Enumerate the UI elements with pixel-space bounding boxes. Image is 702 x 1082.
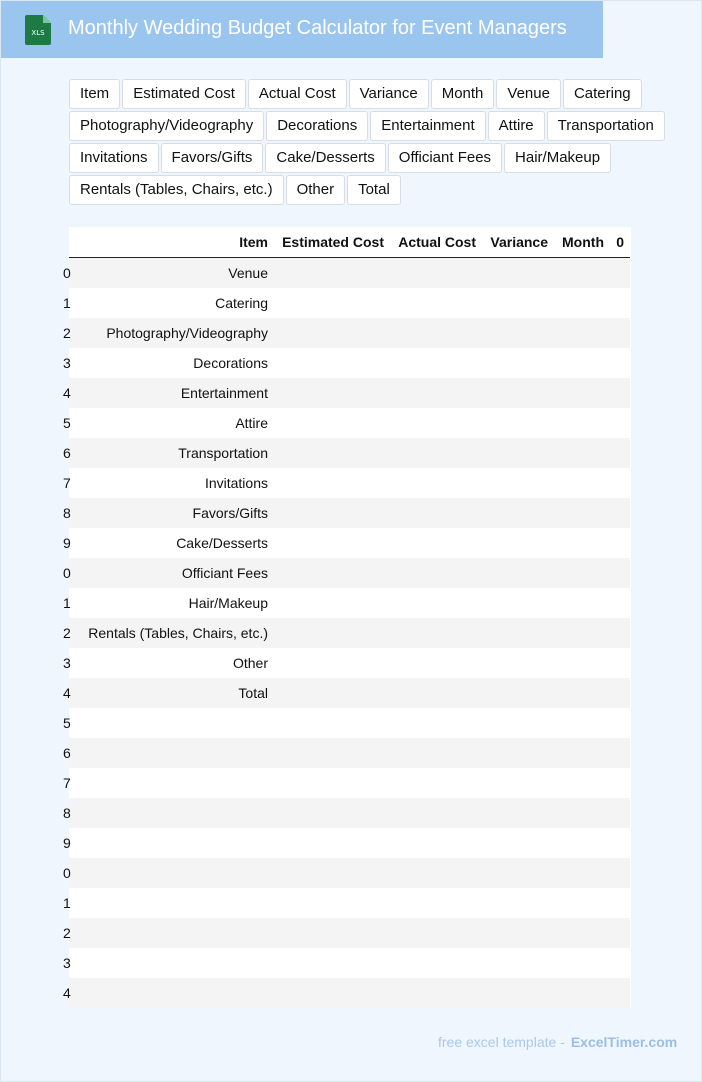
row-index-label: 7 <box>63 475 71 491</box>
column-chip[interactable]: Cake/Desserts <box>265 143 385 173</box>
zero-cell[interactable] <box>610 948 630 978</box>
item-cell[interactable] <box>77 768 274 798</box>
actual-cost-cell[interactable] <box>390 408 482 438</box>
item-cell[interactable] <box>77 708 274 738</box>
table-row <box>69 858 630 888</box>
xls-file-icon <box>25 15 51 45</box>
variance-cell[interactable] <box>482 618 554 648</box>
row-index-label: 6 <box>63 445 71 461</box>
row-index-label: 8 <box>63 805 71 821</box>
estimated-cost-cell[interactable] <box>274 768 390 798</box>
variance-cell[interactable] <box>482 948 554 978</box>
table-row <box>69 768 630 798</box>
row-index-cell[interactable] <box>63 828 77 858</box>
row-index-label: 1 <box>63 895 71 911</box>
table-row <box>69 348 630 378</box>
estimated-cost-cell[interactable] <box>274 738 390 768</box>
zero-cell[interactable] <box>610 648 630 678</box>
actual-cost-cell[interactable] <box>390 318 482 348</box>
estimated-cost-cell[interactable] <box>274 708 390 738</box>
actual-cost-cell[interactable] <box>390 258 482 289</box>
column-chip[interactable]: Photography/Videography <box>69 111 264 141</box>
row-index-label: 0 <box>63 865 71 881</box>
actual-cost-cell[interactable] <box>390 588 482 618</box>
column-chip[interactable]: Catering <box>563 79 642 109</box>
zero-cell[interactable] <box>610 318 630 348</box>
estimated-cost-cell[interactable] <box>274 378 390 408</box>
zero-cell[interactable] <box>610 858 630 888</box>
row-index-label: 9 <box>63 835 71 851</box>
month-cell[interactable] <box>554 828 610 858</box>
estimated-cost-cell[interactable] <box>274 978 390 1008</box>
column-header-zero: 0 <box>610 227 630 258</box>
estimated-cost-cell[interactable] <box>274 528 390 558</box>
item-cell[interactable] <box>77 738 274 768</box>
row-index-label: 2 <box>63 325 71 341</box>
column-chip[interactable]: Rentals (Tables, Chairs, etc.) <box>69 175 284 205</box>
actual-cost-cell[interactable] <box>390 708 482 738</box>
item-cell[interactable]: Venue <box>77 258 274 289</box>
variance-cell[interactable] <box>482 918 554 948</box>
item-cell[interactable] <box>77 948 274 978</box>
table-row <box>69 468 630 498</box>
zero-cell[interactable] <box>610 348 630 378</box>
item-cell[interactable]: Entertainment <box>77 378 274 408</box>
table-header-row <box>69 227 630 258</box>
row-index-cell[interactable] <box>63 888 77 918</box>
variance-cell[interactable] <box>482 288 554 318</box>
zero-cell[interactable] <box>610 798 630 828</box>
item-cell[interactable]: Officiant Fees <box>77 558 274 588</box>
variance-cell[interactable] <box>482 258 554 289</box>
column-chip[interactable]: Total <box>347 175 401 205</box>
month-cell[interactable] <box>554 348 610 378</box>
row-index-cell[interactable] <box>63 648 77 678</box>
column-header-estimated-cost: Estimated Cost <box>274 227 390 258</box>
column-chip[interactable]: Actual Cost <box>248 79 347 109</box>
item-cell[interactable] <box>77 828 274 858</box>
actual-cost-cell[interactable] <box>390 978 482 1008</box>
zero-cell[interactable] <box>610 408 630 438</box>
table-row <box>69 408 630 438</box>
actual-cost-cell[interactable] <box>390 798 482 828</box>
footer-brand-link[interactable]: ExcelTimer.com <box>570 1034 678 1050</box>
row-index-label: 8 <box>63 505 71 521</box>
variance-cell[interactable] <box>482 558 554 588</box>
row-index-label: 0 <box>63 565 71 581</box>
estimated-cost-cell[interactable] <box>274 498 390 528</box>
month-cell[interactable] <box>554 858 610 888</box>
row-index-cell[interactable] <box>63 288 77 318</box>
row-index-cell[interactable] <box>63 558 77 588</box>
column-chip[interactable]: Attire <box>488 111 545 141</box>
zero-cell[interactable] <box>610 558 630 588</box>
month-cell[interactable] <box>554 918 610 948</box>
row-index-cell[interactable] <box>63 978 77 1008</box>
estimated-cost-cell[interactable] <box>274 558 390 588</box>
actual-cost-cell[interactable] <box>390 348 482 378</box>
month-cell[interactable] <box>554 558 610 588</box>
table-row <box>69 918 630 948</box>
estimated-cost-cell[interactable] <box>274 408 390 438</box>
estimated-cost-cell[interactable] <box>274 258 390 289</box>
month-cell[interactable] <box>554 438 610 468</box>
row-index-cell[interactable] <box>63 258 77 289</box>
row-index-cell[interactable] <box>63 678 77 708</box>
month-cell[interactable] <box>554 618 610 648</box>
variance-cell[interactable] <box>482 648 554 678</box>
zero-cell[interactable] <box>610 828 630 858</box>
table-row <box>69 618 630 648</box>
column-chip[interactable]: Decorations <box>266 111 368 141</box>
zero-cell[interactable] <box>610 978 630 1008</box>
row-index-cell[interactable] <box>63 318 77 348</box>
column-chip[interactable]: Entertainment <box>370 111 485 141</box>
row-index-label: 5 <box>63 715 71 731</box>
variance-cell[interactable] <box>482 408 554 438</box>
column-header-variance: Variance <box>482 227 554 258</box>
item-cell[interactable] <box>77 888 274 918</box>
column-chip[interactable]: Estimated Cost <box>122 79 246 109</box>
actual-cost-cell[interactable] <box>390 768 482 798</box>
table-row <box>69 948 630 978</box>
item-cell[interactable]: Total <box>77 678 274 708</box>
column-chip[interactable]: Invitations <box>69 143 159 173</box>
month-cell[interactable] <box>554 408 610 438</box>
actual-cost-cell[interactable] <box>390 528 482 558</box>
actual-cost-cell[interactable] <box>390 498 482 528</box>
item-cell[interactable]: Rentals (Tables, Chairs, etc.) <box>77 618 274 648</box>
header-bar <box>1 1 603 58</box>
actual-cost-cell[interactable] <box>390 948 482 978</box>
month-cell[interactable] <box>554 798 610 828</box>
actual-cost-cell[interactable] <box>390 738 482 768</box>
estimated-cost-cell[interactable] <box>274 678 390 708</box>
month-cell[interactable] <box>554 288 610 318</box>
row-index-cell[interactable] <box>63 918 77 948</box>
column-header-month: Month <box>554 227 610 258</box>
row-index-cell[interactable] <box>63 468 77 498</box>
table-row <box>69 258 630 289</box>
variance-cell[interactable] <box>482 498 554 528</box>
table-row <box>69 888 630 918</box>
actual-cost-cell[interactable] <box>390 558 482 588</box>
actual-cost-cell[interactable] <box>390 678 482 708</box>
month-cell[interactable] <box>554 948 610 978</box>
row-index-label: 5 <box>63 415 71 431</box>
table-row <box>69 708 630 738</box>
month-cell[interactable] <box>554 378 610 408</box>
zero-cell[interactable] <box>610 918 630 948</box>
item-cell[interactable] <box>77 978 274 1008</box>
row-index-label: 3 <box>63 355 71 371</box>
row-index-cell[interactable] <box>63 798 77 828</box>
month-cell[interactable] <box>554 678 610 708</box>
column-chip[interactable]: Venue <box>496 79 561 109</box>
month-cell[interactable] <box>554 648 610 678</box>
column-header-item: Item <box>77 227 274 258</box>
table-row <box>69 438 630 468</box>
item-cell[interactable]: Hair/Makeup <box>77 588 274 618</box>
row-index-label: 4 <box>63 385 71 401</box>
row-index-label: 0 <box>63 265 71 281</box>
estimated-cost-cell[interactable] <box>274 798 390 828</box>
month-cell[interactable] <box>554 768 610 798</box>
column-chip[interactable]: Item <box>69 79 120 109</box>
row-index-cell[interactable] <box>63 348 77 378</box>
item-cell[interactable] <box>77 798 274 828</box>
estimated-cost-cell[interactable] <box>274 348 390 378</box>
estimated-cost-cell[interactable] <box>274 918 390 948</box>
zero-cell[interactable] <box>610 738 630 768</box>
table-row <box>69 978 630 1008</box>
row-index-label: 1 <box>63 295 71 311</box>
estimated-cost-cell[interactable] <box>274 288 390 318</box>
actual-cost-cell[interactable] <box>390 618 482 648</box>
variance-cell[interactable] <box>482 768 554 798</box>
zero-cell[interactable] <box>610 678 630 708</box>
month-cell[interactable] <box>554 738 610 768</box>
zero-cell[interactable] <box>610 528 630 558</box>
zero-cell[interactable] <box>610 708 630 738</box>
actual-cost-cell[interactable] <box>390 468 482 498</box>
table-body <box>63 258 630 1009</box>
estimated-cost-cell[interactable] <box>274 468 390 498</box>
table-row <box>69 318 630 348</box>
item-cell[interactable]: Cake/Desserts <box>77 528 274 558</box>
row-index-cell[interactable] <box>63 708 77 738</box>
month-cell[interactable] <box>554 318 610 348</box>
estimated-cost-cell[interactable] <box>274 828 390 858</box>
actual-cost-cell[interactable] <box>390 858 482 888</box>
table-row <box>69 588 630 618</box>
svg-text:XLS: XLS <box>31 29 45 37</box>
item-cell[interactable]: Other <box>77 648 274 678</box>
estimated-cost-cell[interactable] <box>274 318 390 348</box>
month-cell[interactable] <box>554 708 610 738</box>
zero-cell[interactable] <box>610 768 630 798</box>
variance-cell[interactable] <box>482 978 554 1008</box>
variance-cell[interactable] <box>482 888 554 918</box>
zero-cell[interactable] <box>610 288 630 318</box>
row-index-label: 4 <box>63 685 71 701</box>
zero-cell[interactable] <box>610 618 630 648</box>
row-index-cell[interactable] <box>63 948 77 978</box>
month-cell[interactable] <box>554 498 610 528</box>
zero-cell[interactable] <box>610 438 630 468</box>
month-cell[interactable] <box>554 588 610 618</box>
column-chip-list <box>69 79 673 207</box>
month-cell[interactable] <box>554 888 610 918</box>
variance-cell[interactable] <box>482 318 554 348</box>
variance-cell[interactable] <box>482 468 554 498</box>
zero-cell[interactable] <box>610 468 630 498</box>
month-cell[interactable] <box>554 528 610 558</box>
row-index-cell[interactable] <box>63 438 77 468</box>
column-chip[interactable]: Other <box>286 175 346 205</box>
item-cell[interactable]: Photography/Videography <box>77 318 274 348</box>
column-chip[interactable]: Hair/Makeup <box>504 143 611 173</box>
month-cell[interactable] <box>554 978 610 1008</box>
row-index-label: 7 <box>63 775 71 791</box>
actual-cost-cell[interactable] <box>390 438 482 468</box>
estimated-cost-cell[interactable] <box>274 618 390 648</box>
row-index-cell[interactable] <box>63 618 77 648</box>
table-row <box>69 558 630 588</box>
item-cell[interactable] <box>77 858 274 888</box>
item-cell[interactable]: Invitations <box>77 468 274 498</box>
zero-cell[interactable] <box>610 378 630 408</box>
actual-cost-cell[interactable] <box>390 828 482 858</box>
estimated-cost-cell[interactable] <box>274 948 390 978</box>
variance-cell[interactable] <box>482 588 554 618</box>
variance-cell[interactable] <box>482 798 554 828</box>
row-index-label: 2 <box>63 925 71 941</box>
table-row <box>69 828 630 858</box>
item-cell[interactable]: Decorations <box>77 348 274 378</box>
column-header-actual-cost: Actual Cost <box>390 227 482 258</box>
row-index-cell[interactable] <box>63 378 77 408</box>
variance-cell[interactable] <box>482 378 554 408</box>
row-index-cell[interactable] <box>63 498 77 528</box>
estimated-cost-cell[interactable] <box>274 888 390 918</box>
table-row <box>69 528 630 558</box>
item-cell[interactable]: Catering <box>77 288 274 318</box>
row-index-label: 3 <box>63 655 71 671</box>
zero-cell[interactable] <box>610 588 630 618</box>
row-index-cell[interactable] <box>63 858 77 888</box>
column-chip[interactable]: Variance <box>349 79 429 109</box>
data-table-container[interactable] <box>63 227 631 1008</box>
row-index-label: 9 <box>63 535 71 551</box>
table-row <box>69 378 630 408</box>
actual-cost-cell[interactable] <box>390 888 482 918</box>
data-table <box>63 227 630 1008</box>
actual-cost-cell[interactable] <box>390 918 482 948</box>
variance-cell[interactable] <box>482 528 554 558</box>
estimated-cost-cell[interactable] <box>274 438 390 468</box>
estimated-cost-cell[interactable] <box>274 588 390 618</box>
row-index-cell[interactable] <box>63 588 77 618</box>
index-column-header <box>69 227 77 258</box>
row-index-cell[interactable] <box>63 408 77 438</box>
column-chip[interactable]: Officiant Fees <box>388 143 502 173</box>
actual-cost-cell[interactable] <box>390 288 482 318</box>
variance-cell[interactable] <box>482 348 554 378</box>
variance-cell[interactable] <box>482 678 554 708</box>
footer-credit <box>438 1034 677 1050</box>
column-chip[interactable]: Month <box>431 79 495 109</box>
month-cell[interactable] <box>554 468 610 498</box>
item-cell[interactable] <box>77 918 274 948</box>
table-row <box>69 648 630 678</box>
page-title: Monthly Wedding Budget Calculator for Event Managers <box>68 17 567 39</box>
table-row <box>69 498 630 528</box>
item-cell[interactable]: Favors/Gifts <box>77 498 274 528</box>
variance-cell[interactable] <box>482 828 554 858</box>
column-chip[interactable]: Favors/Gifts <box>161 143 264 173</box>
row-index-label: 1 <box>63 595 71 611</box>
table-row <box>69 798 630 828</box>
table-row <box>69 738 630 768</box>
estimated-cost-cell[interactable] <box>274 858 390 888</box>
actual-cost-cell[interactable] <box>390 648 482 678</box>
row-index-label: 6 <box>63 745 71 761</box>
variance-cell[interactable] <box>482 438 554 468</box>
variance-cell[interactable] <box>482 708 554 738</box>
variance-cell[interactable] <box>482 738 554 768</box>
item-cell[interactable]: Attire <box>77 408 274 438</box>
actual-cost-cell[interactable] <box>390 378 482 408</box>
row-index-label: 3 <box>63 955 71 971</box>
zero-cell[interactable] <box>610 498 630 528</box>
variance-cell[interactable] <box>482 858 554 888</box>
row-index-cell[interactable] <box>63 738 77 768</box>
footer-text: free excel template - <box>438 1034 565 1050</box>
row-index-cell[interactable] <box>63 528 77 558</box>
table-row <box>69 678 630 708</box>
item-cell[interactable]: Transportation <box>77 438 274 468</box>
row-index-label: 2 <box>63 625 71 641</box>
row-index-cell[interactable] <box>63 768 77 798</box>
row-index-label: 4 <box>63 985 71 1001</box>
zero-cell[interactable] <box>610 258 630 289</box>
column-chip[interactable]: Transportation <box>547 111 665 141</box>
estimated-cost-cell[interactable] <box>274 648 390 678</box>
zero-cell[interactable] <box>610 888 630 918</box>
table-row <box>69 288 630 318</box>
month-cell[interactable] <box>554 258 610 289</box>
